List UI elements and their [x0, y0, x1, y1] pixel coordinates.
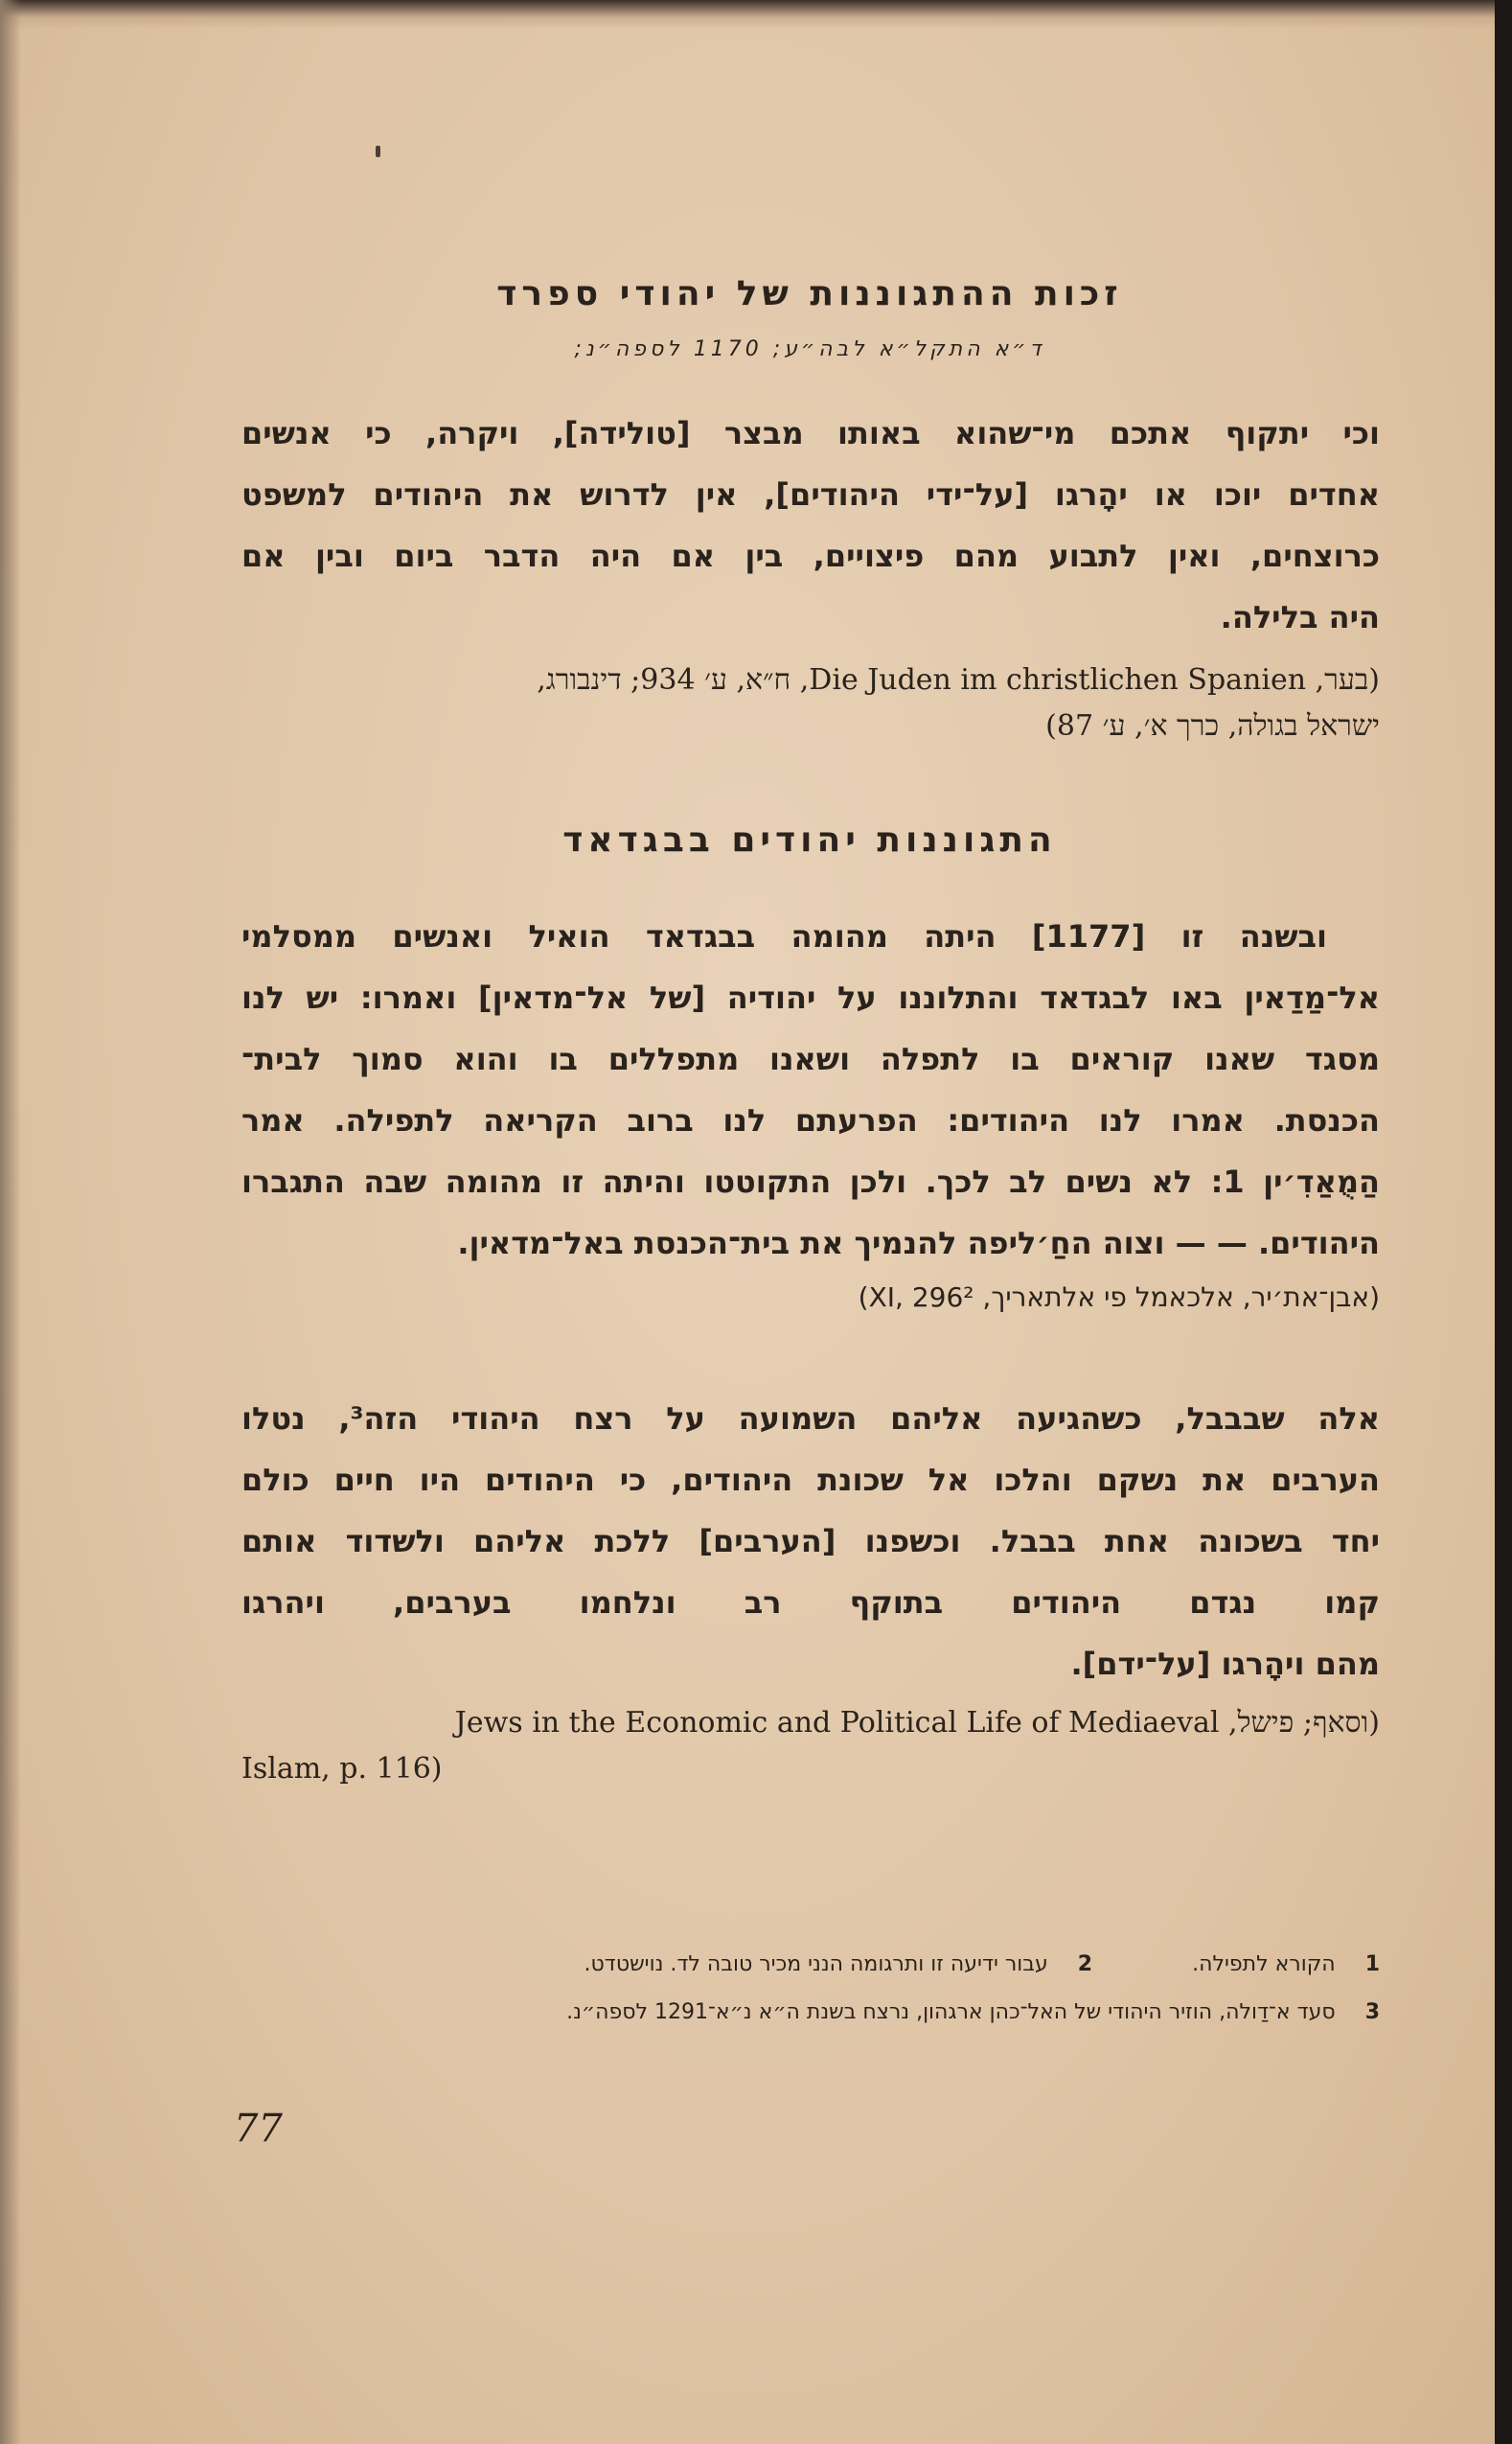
text-line: ובשנה זו [1177] היתה מהומה בבגדאד הואיל ואנשים ממסלמי	[241, 918, 1328, 955]
text-line: הערבים את נשקם והלכו אל שכונת היהודים, כי היהודים היו חיים כולם	[241, 1462, 1380, 1498]
text-line: אל־מַדַאין באו לבגדאד והתלוננו על יהודיה [של אל־מדאין] ואמרו: יש לנו	[241, 980, 1380, 1016]
citation-spain	[241, 657, 1380, 749]
citation-line: Islam, p. 116)	[241, 1752, 443, 1786]
text-line: אלה שבבבל, כשהגיעה אליהם השמועה על רצח היהודי הזה³, נטלו	[241, 1400, 1381, 1437]
section-title-baghdad: התגוננות יהודים בבגדאד	[562, 820, 1057, 860]
footnote-number: 1	[1364, 1952, 1380, 1976]
paragraph-baghdad	[241, 906, 1380, 1274]
citation-line: (אבן־את׳יר, אלכאמל פי אלתאריך, XI, 296²)	[858, 1281, 1380, 1313]
footnote-text: עבור ידיעה זו ותרגומה הנני מכיר טובה לד. נוישטדט.	[584, 1952, 1048, 1976]
section-date-line: ד״א התקל״א לבה״ע; 1170 לספה״נ;	[574, 337, 1045, 361]
text-line: וכי יתקוף אתכם מי־שהוא באותו מבצר [טולידה], ויקרה, כי אנשים	[241, 415, 1380, 451]
text-line: אחדים יוכו או יהָרגו [על־ידי היהודים], אין לדרוש את היהודים למשפט	[241, 476, 1380, 513]
text-line: הכנסת. אמרו לנו היהודים: הפרעתם לנו ברוב הקריאה לתפילה. אמר	[241, 1102, 1380, 1139]
text-line: היהודים. — — וצוה החַ׳ליפה להנמיך את בית־הכנסת באל־מדאין.	[457, 1225, 1380, 1261]
footnote-row	[241, 1989, 1380, 2037]
citation-line: (בער, Die Juden im christlichen Spanien, ח״א, ע׳ 934; דינבורג,	[537, 663, 1380, 697]
text-line: כרוצחים, ואין לתבוע מהם פיצויים, בין אם היה הדבר ביום ובין אם	[241, 538, 1380, 574]
text-line: הַמֻאַדִ׳ין 1: לא נשים לב לכך. ולכן התקוטטו והיתה זו מהומה שבה התגברו	[241, 1164, 1381, 1200]
citation-baghdad	[241, 1275, 1380, 1321]
footnote-row	[241, 1941, 1380, 1989]
text-line: היה בלילה.	[1220, 599, 1380, 635]
footnote-text: הקורא לתפילה.	[1192, 1952, 1336, 1976]
citation-line: (וסאף; פישל, Jews in the Economic and Political Life of Mediaeval	[454, 1706, 1380, 1740]
text-line: מסגד שאנו קוראים בו לתפלה ושאנו מתפללים בו והוא סמוך לבית־	[241, 1041, 1380, 1077]
citation-babylon	[241, 1700, 1380, 1792]
section-title-spain: זכות ההתגוננות של יהודי ספרד	[496, 274, 1123, 313]
footnote-number: 3	[1364, 2000, 1380, 2024]
text-line: קמו נגדם היהודים בתוקף רב ונלחמו בערבים, ויהרגו	[241, 1584, 1380, 1621]
paragraph-babylon	[241, 1388, 1380, 1695]
text-line: יחד בשכונה אחת בבבל. וכשפנו [הערבים] ללכת אליהם ולשדוד אותם	[241, 1523, 1380, 1559]
text-line: מהם ויהָרגו [על־ידם].	[1070, 1646, 1380, 1682]
citation-line: ישראל בגולה, כרך א׳, ע׳ 87)	[1045, 709, 1380, 743]
paper-speck	[376, 146, 380, 157]
page-number: 77	[234, 2107, 283, 2151]
footnote-number: 2	[1077, 1952, 1093, 1976]
footnote-text: סעד א־דַולה, הוזיר היהודי של האל־כהן ארגהון, נרצח בשנת ה״א נ״א־1291 לספה״נ.	[566, 2000, 1336, 2024]
footnotes	[241, 1941, 1380, 2037]
paragraph-spain	[241, 403, 1380, 648]
